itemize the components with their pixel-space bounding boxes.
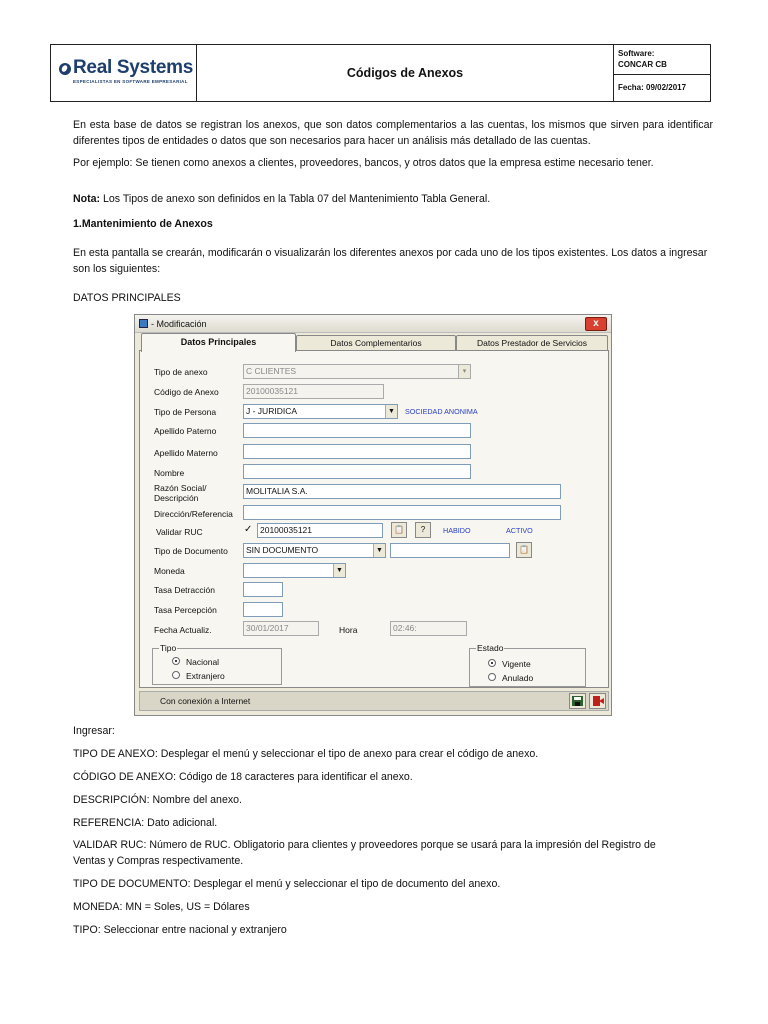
close-button[interactable]: x (585, 317, 607, 331)
list-item: TIPO DE ANEXO: Desplegar el menú y seleccionar el tipo de anexo para crear el código de anexo. (73, 748, 539, 760)
estado-group (469, 643, 586, 687)
label-nombre: Nombre (154, 468, 185, 478)
label-hora: Hora (339, 625, 358, 635)
apellido-materno-field[interactable] (243, 444, 471, 459)
note-paragraph (73, 192, 713, 208)
intro-paragraph-1: En esta base de datos se registran los anexos, que son datos complementarios a las cuentas, los mismos que sirven para identificar diferentes tipos de entidades o datos que son necesarios para hacer un análisis más detallado de las cuentas. (73, 119, 713, 147)
label-tipo-persona: Tipo de Persona (154, 407, 217, 417)
label-direccion: Dirección/Referencia (154, 509, 233, 519)
datos-principales-heading: DATOS PRINCIPALES (73, 292, 181, 304)
hora-field[interactable]: 02:46: (390, 621, 467, 636)
ruc-field[interactable]: 20100035121 (257, 523, 383, 538)
radio-nacional-label: Nacional (186, 657, 220, 667)
label-moneda: Moneda (154, 566, 185, 576)
clipboard-icon[interactable]: 📋 (516, 542, 532, 558)
modification-dialog (134, 314, 612, 716)
dialog-title: - Modificación (151, 318, 207, 329)
intro-paragraph-3: En esta pantalla se crearán, modificarán o visualizarán los diferentes anexos por cada uno de los tipos existentes. Los datos a ingresar son los siguientes: (73, 247, 708, 275)
list-item: VALIDAR RUC: Número de RUC. Obligatorio para clientes y proveedores porque se usará para la impresión del Registro de Ventas y Compras respectivamente. (73, 839, 656, 867)
radio-vigente[interactable] (488, 659, 496, 667)
tipo-group (152, 643, 282, 685)
radio-vigente-label: Vigente (502, 659, 531, 669)
tipo-persona-description: SOCIEDAD ANONIMA (405, 407, 478, 416)
tasa-detraccion-field[interactable] (243, 582, 283, 597)
software-cell (614, 45, 710, 75)
note-text: Los Tipos de anexo son definidos en la Tabla 07 del Mantenimiento Tabla General. (100, 193, 491, 205)
label-codigo-anexo: Código de Anexo (154, 387, 219, 397)
status-bar (139, 691, 609, 711)
chevron-down-icon: ▼ (385, 405, 397, 418)
apellido-paterno-field[interactable] (243, 423, 471, 438)
tab-panel (139, 350, 609, 688)
label-tasa-percepcion: Tasa Percepción (154, 605, 217, 615)
tipo-documento-select[interactable]: SIN DOCUMENTO ▼ (243, 543, 386, 558)
document-title: Códigos de Anexos (197, 45, 614, 101)
software-value: CONCAR CB (618, 60, 667, 69)
moneda-select[interactable] (243, 563, 346, 578)
list-item: MONEDA: MN = Soles, US = Dólares (73, 901, 250, 913)
tipo-anexo-select[interactable]: C CLIENTES ▾ (243, 364, 471, 379)
help-button[interactable]: ? (415, 522, 431, 538)
list-item: TIPO DE DOCUMENTO: Desplegar el menú y seleccionar el tipo de documento del anexo. (73, 878, 501, 890)
list-item: REFERENCIA: Dato adicional. (73, 817, 218, 829)
estado-group-label: Estado (477, 643, 504, 653)
habido-status: HABIDO (443, 526, 471, 535)
numero-documento-field[interactable] (390, 543, 510, 558)
tab-bar (139, 335, 609, 351)
activo-status: ACTIVO (506, 526, 533, 535)
fecha-actualiz-field[interactable]: 30/01/2017 (243, 621, 319, 636)
razon-social-field[interactable]: MOLITALIA S.A. (243, 484, 561, 499)
dialog-titlebar (135, 315, 611, 333)
clipboard-icon[interactable]: 📋 (391, 522, 407, 538)
radio-nacional[interactable] (172, 657, 180, 665)
logo-subtitle: ESPECIALISTAS EN SOFTWARE EMPRESARIAL (73, 79, 188, 84)
chevron-down-icon: ▼ (373, 544, 385, 557)
chevron-down-icon: ▾ (458, 365, 470, 378)
label-apellido-materno: Apellido Materno (154, 448, 218, 458)
tab-datos-complementarios[interactable]: Datos Complementarios (296, 335, 456, 351)
tab-datos-prestador[interactable]: Datos Prestador de Servicios (456, 335, 608, 351)
tipo-persona-select[interactable]: J - JURIDICA ▼ (243, 404, 398, 419)
document-header (50, 44, 711, 102)
label-validar-ruc: Validar RUC (156, 527, 203, 537)
connection-status: Con conexión a Internet (160, 696, 251, 706)
tab-datos-principales[interactable]: Datos Principales (141, 333, 296, 352)
window-icon (139, 319, 148, 328)
label-tipo-documento: Tipo de Documento (154, 546, 228, 556)
save-icon[interactable] (569, 693, 586, 709)
nombre-field[interactable] (243, 464, 471, 479)
section-title: 1.Mantenimiento de Anexos (73, 218, 213, 230)
ingresar-label: Ingresar: (73, 725, 115, 737)
label-apellido-paterno: Apellido Paterno (154, 426, 217, 436)
codigo-anexo-field[interactable]: 20100035121 (243, 384, 384, 399)
logo-text: Real Systems (73, 57, 193, 78)
radio-anulado[interactable] (488, 673, 496, 681)
label-tipo-anexo: Tipo de anexo (154, 367, 208, 377)
date-cell: Fecha: 09/02/2017 (618, 83, 687, 92)
direccion-field[interactable] (243, 505, 561, 520)
list-item: CÓDIGO DE ANEXO: Código de 18 caracteres para identificar el anexo. (73, 771, 413, 783)
note-label: Nota: (73, 193, 101, 205)
document-info (614, 45, 710, 101)
list-item: TIPO: Seleccionar entre nacional y extranjero (73, 924, 287, 936)
validar-ruc-checkbox[interactable]: ✓ (244, 524, 253, 535)
tasa-percepcion-field[interactable] (243, 602, 283, 617)
intro-paragraph-2: Por ejemplo: Se tienen como anexos a clientes, proveedores, bancos, y otros datos que la empresa estime necesario tener. (73, 157, 654, 169)
company-logo (51, 45, 197, 101)
label-razon-social: Razón Social/ Descripción (154, 483, 207, 503)
label-fecha-actualiz: Fecha Actualiz. (154, 625, 212, 635)
label-tasa-detraccion: Tasa Detracción (154, 585, 215, 595)
software-label: Software: (618, 49, 655, 58)
logo-globe-icon (59, 63, 71, 75)
radio-extranjero-label: Extranjero (186, 671, 225, 681)
radio-anulado-label: Anulado (502, 673, 534, 683)
tipo-group-label: Tipo (160, 643, 177, 653)
exit-icon[interactable] (589, 693, 606, 709)
chevron-down-icon: ▼ (333, 564, 345, 577)
radio-extranjero[interactable] (172, 671, 180, 679)
list-item: DESCRIPCIÓN: Nombre del anexo. (73, 794, 242, 806)
